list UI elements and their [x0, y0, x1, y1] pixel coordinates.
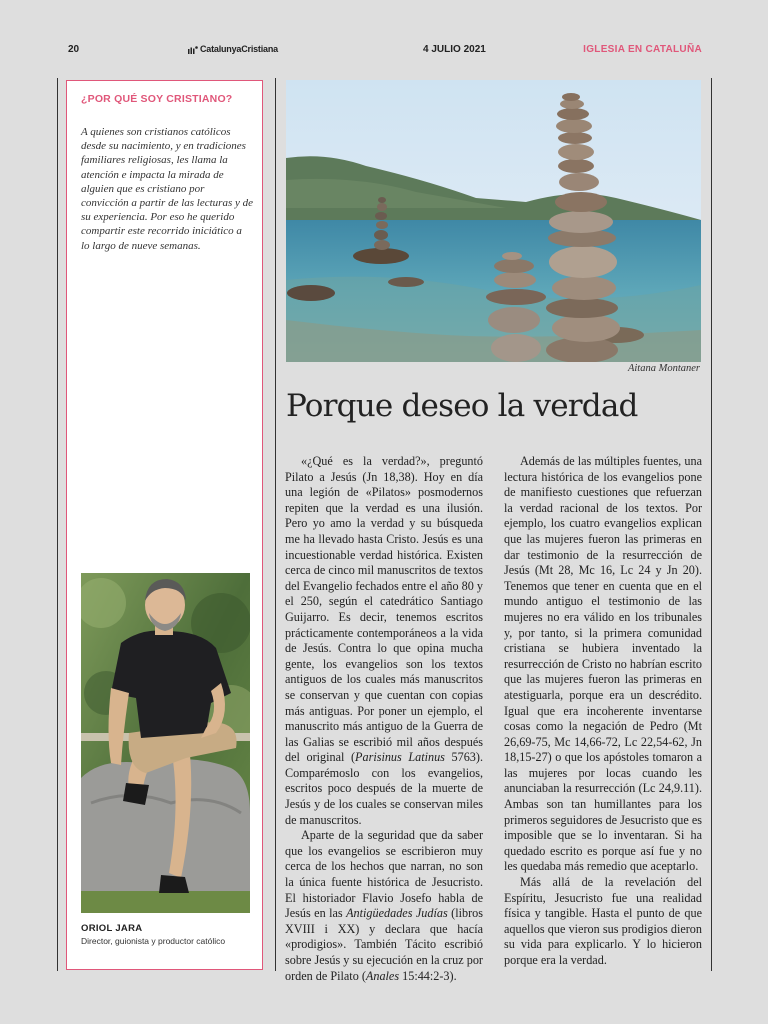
brand-label: CatalunyaCristiana — [200, 44, 278, 54]
author-photo — [81, 573, 250, 913]
page-number: 20 — [68, 44, 80, 55]
article-column-1 — [285, 454, 483, 984]
issue-date: 4 JULIO 2021 — [423, 44, 486, 55]
author-name: ORIOL JARA — [81, 923, 143, 934]
article-paragraph: Aparte de la seguridad que da saber que los evangelios se escribieron muy cerca de los hechos que narran, no son la única fuente histórica de Jesucristo. El historiador Flavio Josefo habla de Jesús en las Antigüedades Judías (libros XVIII i XX) y declara que hacía «prodigios». También Tácito escribió sobre Jesús y su ejecución en la cruz por orden de Pilato (Anales 15:44:2-3). — [285, 828, 483, 983]
brand-logo-icon — [188, 46, 198, 54]
article-paragraph: Más allá de la revelación del Espíritu, Jesucristo fue una realidad física y tangible. Hasta el punto de que aquellos que vieron sus prodigios dieron su vida para explicarlo. Y lo hicieron porque era la verdad. — [504, 875, 702, 967]
article-title: Porque deseo la verdad — [286, 388, 638, 424]
article-paragraph: Además de las múltiples fuentes, una lectura histórica de los evangelios pone de manifiesto cuestiones que refuerzan la verdad racional de los textos. Por ejemplo, los cuatro evangelios explican que las mujeres fueron las primeras en dar testimonio de la resurrección de Jesús (Mt 28, Mc 16, Lc 24 y Jn 20). Tenemos que tener en cuenta que en el mundo antiguo el testimonio de las mujeres no era válido en los tribunales y, por tanto, si la primera comunidad cristiana se hubiera inventado la resurrección de Cristo no habrían escrito que las mujeres fueron las primeras en atestiguarla, porque era un descrédito. Igual que era incoherente inventarse cosas como la negación de Pedro (Mt 26,69-75, Mc 14,66-72, Lc 22,54-62, Jn 18,15-27) o que los apóstoles tomaron a las mujeres por locas cuando les anunciaban la resurrección (Lc 24,9.11). Ambas son tan humillantes para los primeros seguidores de Jesucristo que es imposible que se lo inventaran. Si ha quedado escrito es porque así fue y no les quedaba más remedio que aceptarlo. — [504, 454, 702, 874]
section-label: IGLESIA EN CATALUÑA — [583, 44, 702, 55]
author-role: Director, guionista y productor católico — [81, 936, 226, 946]
author-photo-image — [81, 573, 250, 913]
column-rule-left — [57, 78, 58, 971]
article-column-2 — [504, 454, 702, 969]
page-header — [68, 42, 702, 58]
photo-caption: Aitana Montaner — [627, 363, 700, 374]
stone-cairns-image — [286, 80, 701, 362]
brand-name — [188, 44, 278, 54]
column-rule-middle — [275, 78, 276, 971]
column-rule-right — [711, 78, 712, 971]
article-paragraph: «¿Qué es la verdad?», preguntó Pilato a Jesús (Jn 18,38). Hoy en día una legión de «Pilatos» posmodernos repiten que la verdad es una ilusión. Pero yo amo la verdad y su búsqueda me ha llevado hasta Cristo. Jesús es una incuestionable verdad histórica. Existen cerca de cinco mil manuscritos de textos del Evangelio fechados entre el año 80 y el 250, según el catedrático Santiago Guijarro. Es decir, tenemos escritos prácticamente contemporáneos a la vida de Jesús. Contra lo que opina mucha gente, los evangelios son los textos antiguos de los cuales más manuscritos se conservan y que cuentan con copias más antiguas. Por poner un ejemplo, el manuscrito más antiguo de la Guerra de las Galias se escribió mil años después del original (Parisinus Latinus 5763). Comparémoslo con los evangelios, escritos poco después de la muerte de Jesús y de los cuales se conservan miles de manuscritos. — [285, 454, 483, 827]
main-photo — [286, 80, 701, 362]
sidebar-heading: ¿POR QUÉ SOY CRISTIANO? — [81, 93, 233, 105]
sidebar-box — [66, 80, 263, 970]
sidebar-intro: A quienes son cristianos católicos desde su nacimiento, y en tradiciones familiares religiosas, les llama la atención e impacta la mirada de alguien que es cristiano por convicción a partir de las lecturas y de su experiencia. Por eso he querido compartir este recorrido iniciático a lo largo de nueve semanas. — [81, 126, 253, 252]
